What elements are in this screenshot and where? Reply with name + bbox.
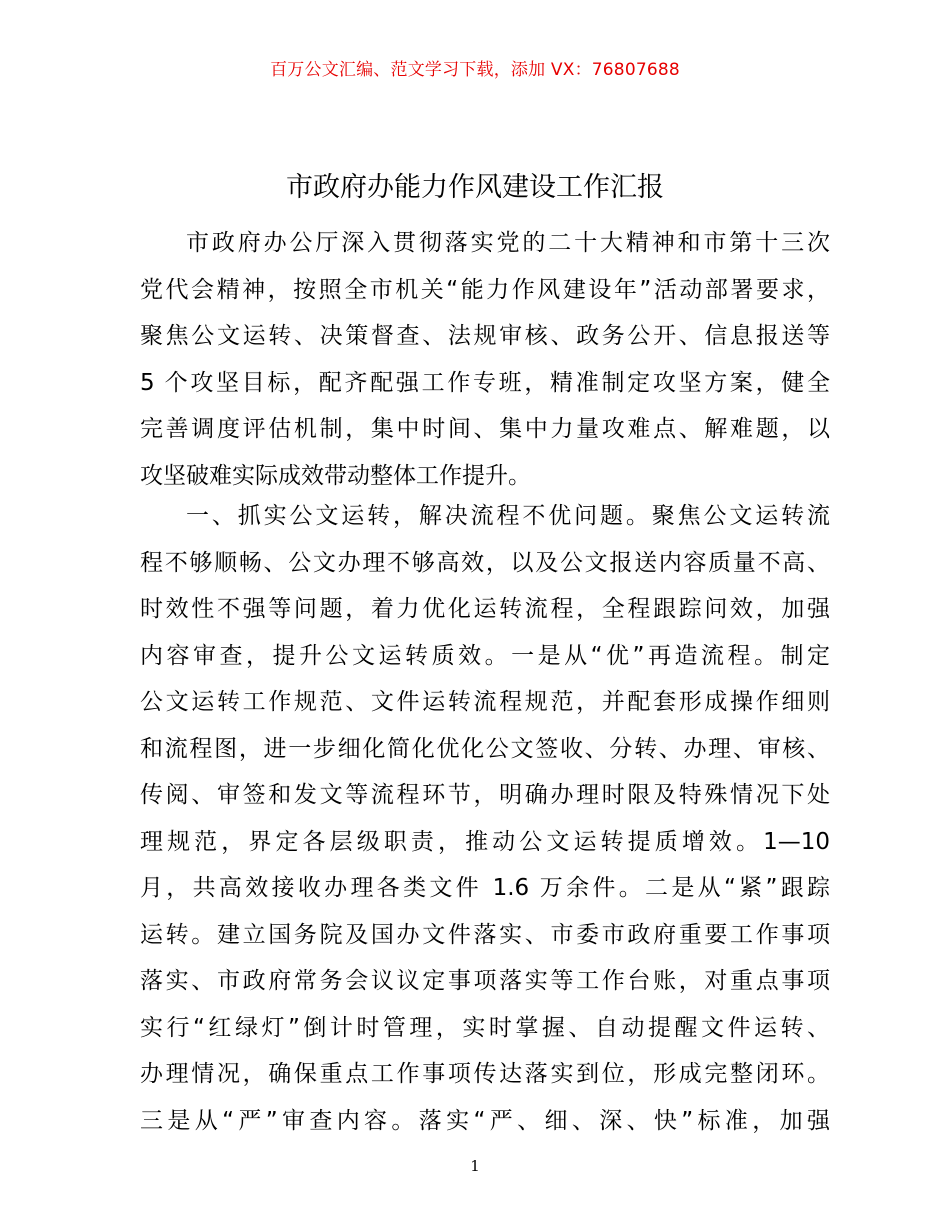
- paragraph-line: 程不够顺畅、公文办理不够高效，以及公文报送内容质量不高、: [140, 549, 830, 576]
- paragraph-line: 5 个攻坚目标，配齐配强工作专班，精准制定攻坚方案，健全: [140, 369, 830, 396]
- paragraph-line: 三是从“严”审查内容。落实“严、细、深、快”标准，加强: [140, 1107, 830, 1134]
- paragraph-line: 月，共高效接收办理各类文件 1.6 万余件。二是从“紧”跟踪: [140, 875, 830, 901]
- paragraph-line: 聚焦公文运转、决策督查、法规审核、政务公开、信息报送等: [140, 323, 830, 349]
- paragraph-line: 党代会精神，按照全市机关“能力作风建设年”活动部署要求，: [140, 276, 830, 303]
- header-banner: 百万公文汇编、范文学习下载，添加 VX：76807688: [270, 60, 680, 80]
- paragraph-line: 落实、市政府常务会议议定事项落实等工作台账，对重点事项: [140, 968, 830, 994]
- paragraph-line: 实行“红绿灯”倒计时管理，实时掌握、自动提醒文件运转、: [140, 1014, 830, 1041]
- document-title: 市政府办能力作风建设工作汇报: [286, 172, 664, 203]
- paragraph-line: 公文运转工作规范、文件运转流程规范，并配套形成操作细则: [140, 689, 830, 715]
- paragraph-line: 完善调度评估机制，集中时间、集中力量攻难点、解难题，以: [140, 416, 830, 442]
- paragraph-line: 一、抓实公文运转，解决流程不优问题。聚焦公文运转流: [186, 503, 830, 529]
- paragraph-line: 传阅、审签和发文等流程环节，明确办理时限及特殊情况下处: [140, 782, 830, 808]
- paragraph-line: 办理情况，确保重点工作事项传达落实到位，形成完整闭环。: [140, 1061, 830, 1087]
- paragraph-line: 攻坚破难实际成效带动整体工作提升。: [140, 462, 531, 489]
- paragraph-line: 内容审查，提升公文运转质效。一是从“优”再造流程。制定: [140, 642, 830, 669]
- paragraph-line: 理规范，界定各层级职责，推动公文运转提质增效。1—10: [140, 828, 830, 855]
- paragraph-line: 时效性不强等问题，着力优化运转流程，全程跟踪问效，加强: [140, 596, 830, 622]
- paragraph-intro: [140, 220, 830, 499]
- paragraph-line: 运转。建立国务院及国办文件落实、市委市政府重要工作事项: [140, 921, 830, 948]
- paragraph-line: 市政府办公厅深入贯彻落实党的二十大精神和市第十三次: [186, 230, 830, 256]
- paragraph-line: 和流程图，进一步细化简化优化公文签收、分转、办理、审核、: [140, 735, 830, 762]
- page-number: 1: [470, 1157, 480, 1175]
- paragraph-section-one: [140, 493, 830, 1144]
